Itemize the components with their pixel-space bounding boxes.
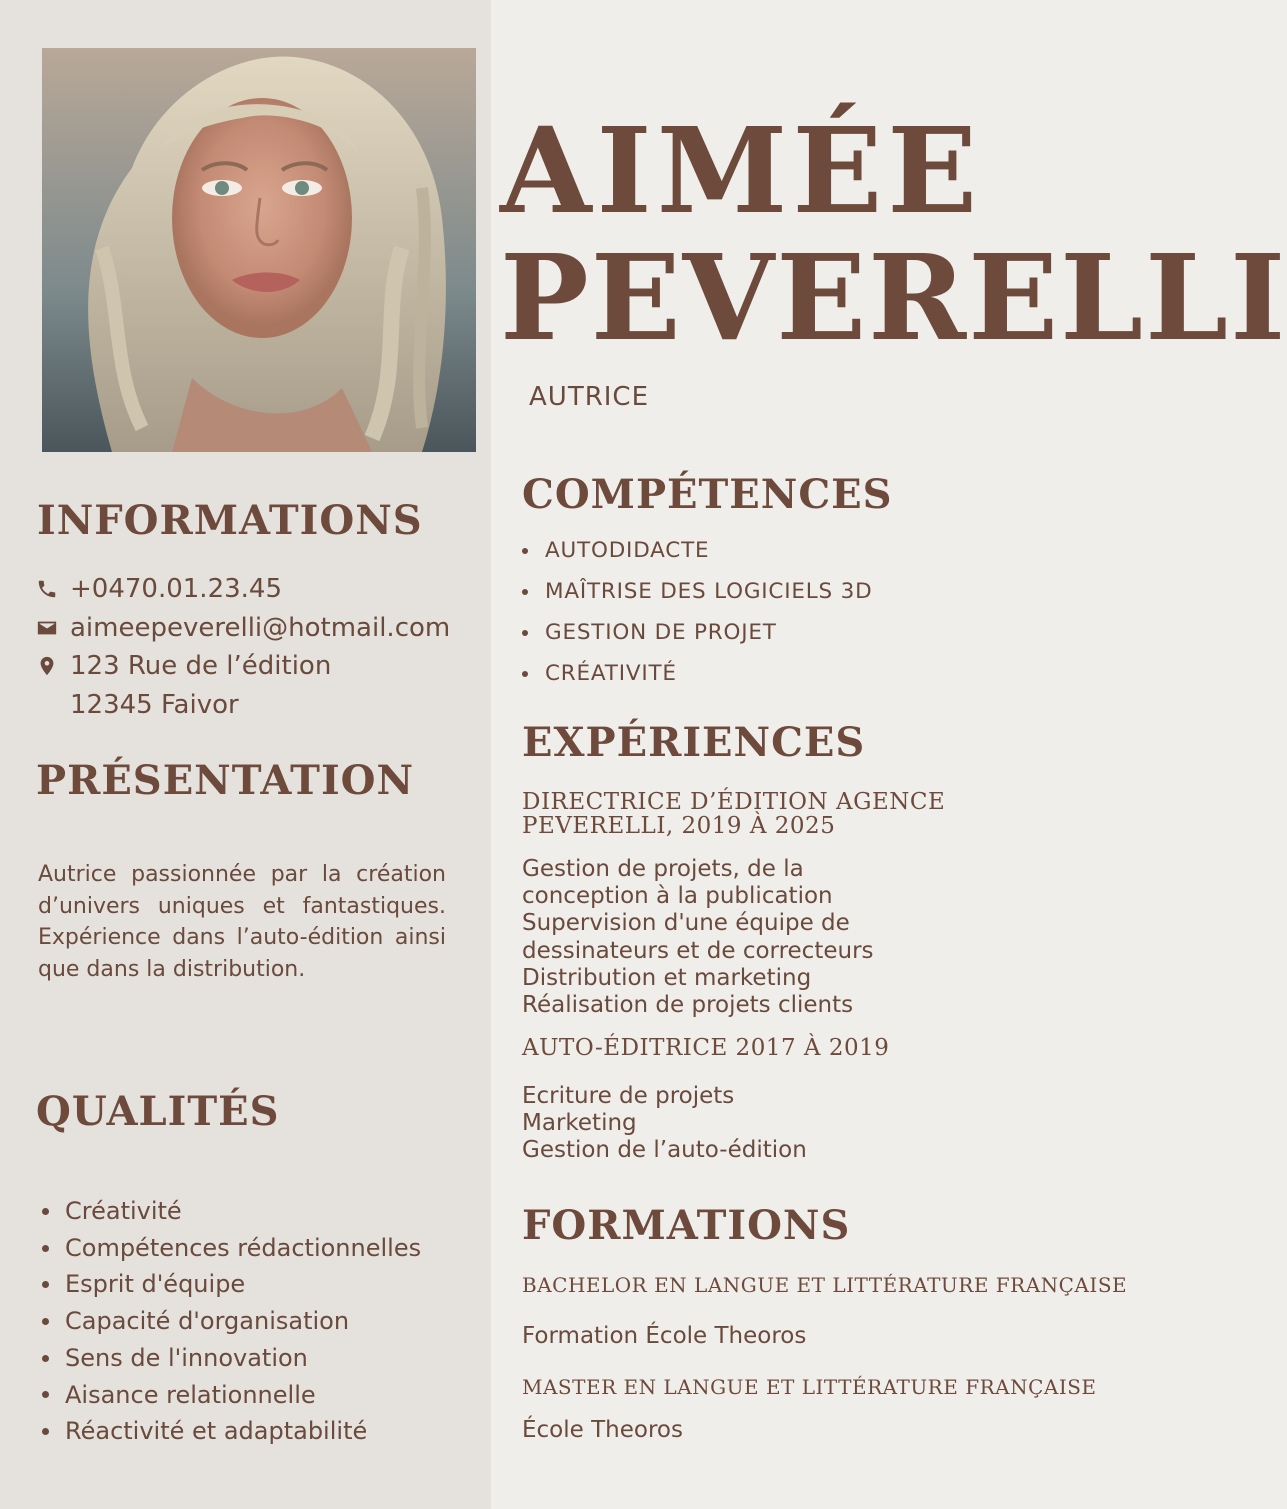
name-first: AIMÉE xyxy=(500,101,983,240)
profile-photo xyxy=(42,48,476,452)
job-title: AUTRICE xyxy=(529,382,650,412)
formation-school: Formation École Theoros xyxy=(522,1323,807,1349)
list-item: MAÎTRISE DES LOGICIELS 3D xyxy=(520,571,872,612)
phone-number: +0470.01.23.45 xyxy=(70,574,282,604)
address-line-2: 12345 Faivor xyxy=(70,690,239,720)
address-line-1: 123 Rue de l’édition xyxy=(70,651,332,681)
name-last: PEVERELLI xyxy=(500,228,1287,367)
presentation-heading: PRÉSENTATION xyxy=(36,757,415,804)
formation-school: École Theoros xyxy=(522,1417,683,1443)
competences-list xyxy=(520,530,872,694)
email-row xyxy=(34,613,450,643)
experience-title: AUTO-ÉDITRICE 2017 À 2019 xyxy=(522,1035,890,1061)
list-item: Esprit d'équipe xyxy=(38,1266,421,1303)
list-item: Compétences rédactionnelles xyxy=(38,1230,421,1267)
formation-title: BACHELOR EN LANGUE ET LITTÉRATURE FRANÇAISE xyxy=(522,1273,1128,1297)
presentation-text: Autrice passionnée par la création d’univers uniques et fantastiques. Expérience dans l’auto-édition ainsi que dans la distribution. xyxy=(38,862,446,982)
address-row xyxy=(34,651,331,681)
experience-description: Ecriture de projets Marketing Gestion de l’auto-édition xyxy=(522,1083,807,1164)
list-item: Réactivité et adaptabilité xyxy=(38,1413,421,1450)
qualites-list xyxy=(38,1193,421,1450)
list-item: Créativité xyxy=(38,1193,421,1230)
phone-icon xyxy=(34,576,60,602)
formation-title: MASTER EN LANGUE ET LITTÉRATURE FRANÇAISE xyxy=(522,1375,1097,1399)
experiences-heading: EXPÉRIENCES xyxy=(522,719,866,766)
experience-description: Gestion de projets, de la conception à la publication Supervision d'une équipe de dessinateurs et de correcteurs Distribution et marketing Réalisation de projets clients xyxy=(522,856,874,1019)
list-item: Sens de l'innovation xyxy=(38,1340,421,1377)
phone-row xyxy=(34,574,282,604)
qualites-heading: QUALITÉS xyxy=(36,1088,280,1135)
email-address: aimeepeverelli@hotmail.com xyxy=(70,613,451,643)
informations-heading: INFORMATIONS xyxy=(37,497,423,544)
location-pin-icon xyxy=(34,653,60,679)
list-item: Capacité d'organisation xyxy=(38,1303,421,1340)
formations-heading: FORMATIONS xyxy=(522,1202,851,1249)
list-item: CRÉATIVITÉ xyxy=(520,653,872,694)
list-item: AUTODIDACTE xyxy=(520,530,872,571)
mail-icon xyxy=(34,615,60,641)
list-item: GESTION DE PROJET xyxy=(520,612,872,653)
list-item: Aisance relationnelle xyxy=(38,1377,421,1414)
experience-title: DIRECTRICE D’ÉDITION AGENCE PEVERELLI, 2019 À 2025 xyxy=(522,789,946,839)
competences-heading: COMPÉTENCES xyxy=(522,471,893,518)
